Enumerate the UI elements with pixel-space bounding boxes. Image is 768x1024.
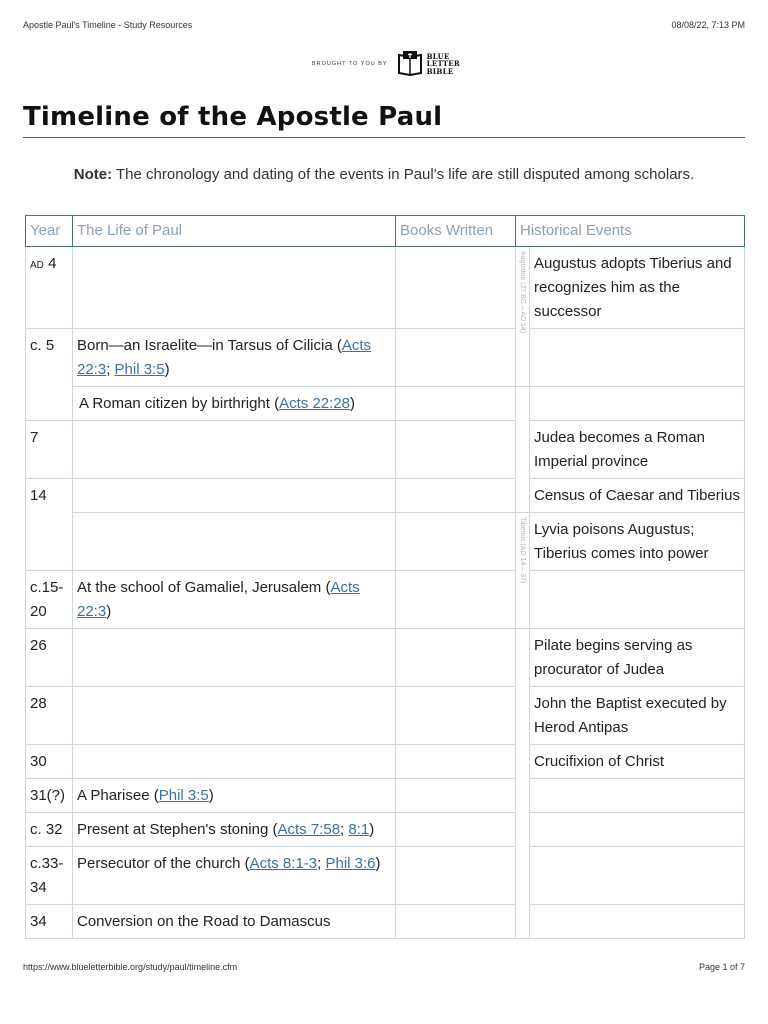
books-cell bbox=[396, 421, 516, 479]
note-label: Note: bbox=[73, 166, 113, 183]
table-row bbox=[26, 779, 745, 813]
brand-wordmark: BLUE LETTER BIBLE bbox=[426, 51, 460, 76]
page-number: Page 1 of 7 bbox=[698, 962, 745, 972]
books-cell bbox=[396, 479, 516, 513]
event-cell bbox=[530, 905, 745, 939]
year-cell: 31(?) bbox=[26, 779, 73, 813]
scripture-link[interactable]: Phil 3:6 bbox=[325, 855, 376, 872]
table-row bbox=[26, 571, 745, 629]
timeline-table bbox=[25, 215, 745, 939]
year-cell: 30 bbox=[26, 745, 73, 779]
table-row bbox=[26, 905, 745, 939]
books-cell bbox=[396, 779, 516, 813]
books-cell bbox=[396, 745, 516, 779]
books-cell bbox=[396, 513, 516, 571]
year-cell: c. 5 bbox=[26, 329, 73, 421]
life-cell: Persecutor of the church (Acts 8:1-3; Phil 3:6) bbox=[73, 847, 396, 905]
life-cell: Present at Stephen's stoning (Acts 7:58; 8:1) bbox=[73, 813, 396, 847]
title-divider bbox=[23, 137, 745, 138]
ruler-strip bbox=[516, 629, 530, 939]
scripture-link[interactable]: Acts 8:1-3 bbox=[249, 855, 318, 872]
column-header-books: Books Written bbox=[396, 216, 516, 247]
print-datetime: 08/08/22, 7:13 PM bbox=[671, 20, 745, 30]
brand-logo[interactable] bbox=[312, 51, 460, 77]
bible-book-icon bbox=[396, 51, 424, 77]
event-cell bbox=[530, 387, 745, 421]
event-cell: John the Baptist executed by Herod Antipas bbox=[530, 687, 745, 745]
year-cell: c.15-20 bbox=[26, 571, 73, 629]
event-cell bbox=[530, 571, 745, 629]
ruler-strip-tiberius: Tiberius (AD 14 – 37) bbox=[516, 513, 530, 629]
scripture-link[interactable]: Phil 3:5 bbox=[114, 361, 165, 378]
ruler-strip bbox=[516, 387, 530, 513]
scripture-link[interactable]: Acts 7:58 bbox=[277, 821, 341, 838]
table-row bbox=[26, 847, 745, 905]
books-cell bbox=[396, 629, 516, 687]
page-url: https://www.blueletterbible.org/study/paul/timeline.cfm bbox=[23, 962, 238, 972]
event-cell bbox=[530, 329, 745, 387]
table-row bbox=[26, 629, 745, 687]
life-cell: Born—an Israelite—in Tarsus of Cilicia (Acts 22:3; Phil 3:5) bbox=[73, 329, 396, 387]
year-cell: 34 bbox=[26, 905, 73, 939]
books-cell bbox=[396, 571, 516, 629]
event-cell: Augustus adopts Tiberius and recognizes him as the successor bbox=[530, 247, 745, 329]
event-cell: Crucifixion of Christ bbox=[530, 745, 745, 779]
table-row bbox=[26, 687, 745, 745]
life-cell: A Roman citizen by birthright (Acts 22:28) bbox=[73, 387, 396, 421]
scripture-link[interactable]: Acts 22:28 bbox=[279, 395, 350, 412]
life-cell: Conversion on the Road to Damascus bbox=[73, 905, 396, 939]
scripture-link[interactable]: Acts 22:3 bbox=[77, 579, 360, 620]
life-cell bbox=[73, 629, 396, 687]
table-header-row bbox=[26, 216, 745, 247]
life-cell: A Pharisee (Phil 3:5) bbox=[73, 779, 396, 813]
year-cell: 26 bbox=[26, 629, 73, 687]
event-cell bbox=[530, 813, 745, 847]
browser-page-title: Apostle Paul's Timeline - Study Resources bbox=[23, 20, 193, 30]
scripture-link[interactable]: Acts 22:3 bbox=[77, 337, 372, 378]
page-title: Timeline of the Apostle Paul bbox=[23, 102, 443, 132]
table-row bbox=[26, 329, 745, 387]
event-cell: Census of Caesar and Tiberius bbox=[530, 479, 745, 513]
event-cell: Pilate begins serving as procurator of Judea bbox=[530, 629, 745, 687]
event-cell: Lyvia poisons Augustus; Tiberius comes into power bbox=[530, 513, 745, 571]
table-row bbox=[26, 421, 745, 479]
year-cell: c.33-34 bbox=[26, 847, 73, 905]
scripture-link[interactable]: Phil 3:5 bbox=[158, 787, 209, 804]
life-cell bbox=[73, 479, 396, 513]
year-cell: c. 32 bbox=[26, 813, 73, 847]
books-cell bbox=[396, 905, 516, 939]
books-cell bbox=[396, 687, 516, 745]
column-header-history: Historical Events bbox=[516, 216, 745, 247]
books-cell bbox=[396, 387, 516, 421]
table-row bbox=[26, 813, 745, 847]
life-cell bbox=[73, 745, 396, 779]
books-cell bbox=[396, 329, 516, 387]
table-row bbox=[26, 745, 745, 779]
year-cell: 14 bbox=[26, 479, 73, 571]
column-header-life: The Life of Paul bbox=[73, 216, 396, 247]
year-cell: AD 4 bbox=[26, 247, 73, 329]
life-cell: At the school of Gamaliel, Jerusalem (Acts 22:3) bbox=[73, 571, 396, 629]
books-cell bbox=[396, 813, 516, 847]
event-cell: Judea becomes a Roman Imperial province bbox=[530, 421, 745, 479]
column-header-year: Year bbox=[26, 216, 73, 247]
chronology-note bbox=[23, 166, 745, 183]
table-row bbox=[26, 513, 745, 571]
scripture-link[interactable]: 8:1 bbox=[348, 821, 370, 838]
table-row bbox=[26, 387, 745, 421]
event-cell bbox=[530, 847, 745, 905]
year-cell: 7 bbox=[26, 421, 73, 479]
brought-to-you-by: BROUGHT TO YOU BY bbox=[312, 61, 388, 67]
page-bottom-mask bbox=[0, 946, 768, 1024]
life-cell bbox=[73, 687, 396, 745]
event-cell bbox=[530, 779, 745, 813]
life-cell bbox=[73, 513, 396, 571]
year-cell: 28 bbox=[26, 687, 73, 745]
table-row bbox=[26, 247, 745, 329]
life-cell bbox=[73, 421, 396, 479]
life-cell bbox=[73, 247, 396, 329]
books-cell bbox=[396, 247, 516, 329]
table-row bbox=[26, 479, 745, 513]
books-cell bbox=[396, 847, 516, 905]
note-text: The chronology and dating of the events in Paul's life are still disputed among scholars. bbox=[112, 166, 695, 183]
ruler-strip-augustus: Augustus (27 BC – AD 14) bbox=[516, 247, 530, 387]
